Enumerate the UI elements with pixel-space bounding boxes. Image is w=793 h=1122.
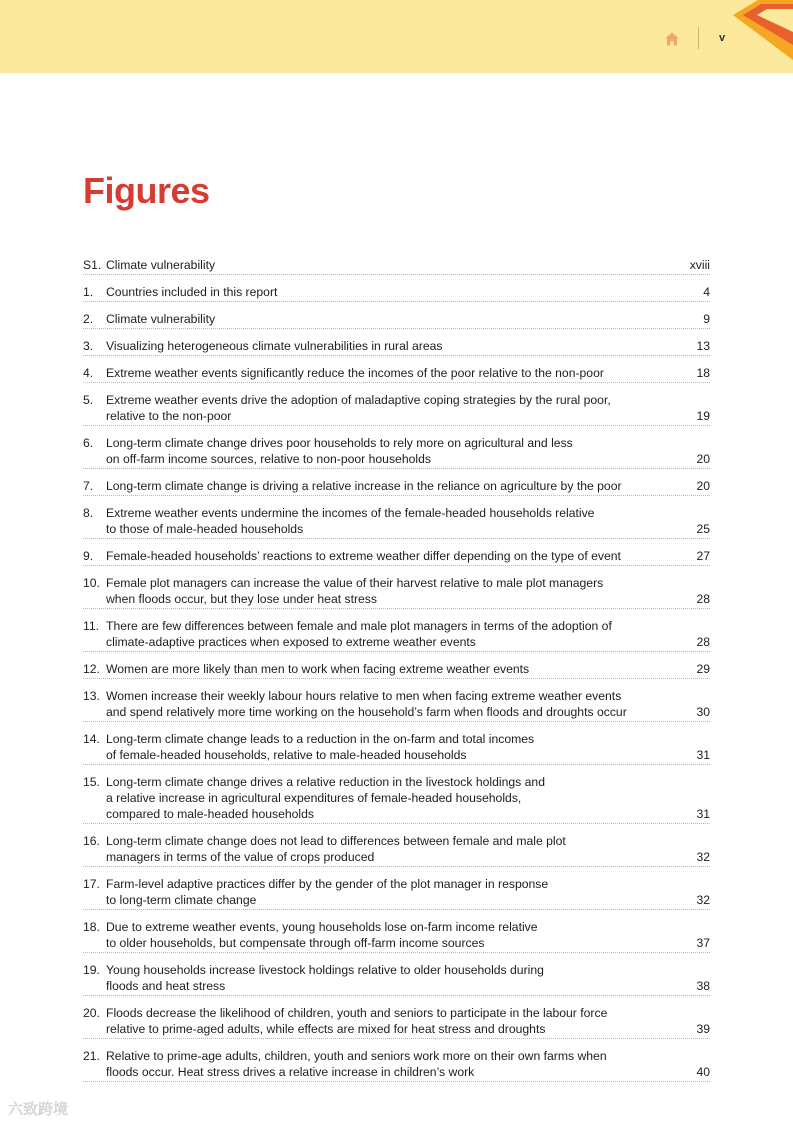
figure-page: 38 xyxy=(696,979,710,993)
figure-entry[interactable] xyxy=(83,919,710,953)
figure-page: 19 xyxy=(696,409,710,423)
home-icon[interactable] xyxy=(664,31,680,47)
figure-page: 20 xyxy=(696,479,710,493)
figure-number: 21. xyxy=(83,1049,100,1063)
figure-title: Long-term climate change is driving a relative increase in the reliance on agriculture by the poor xyxy=(106,479,622,493)
figure-title: Female-headed households’ reactions to extreme weather differ depending on the type of event xyxy=(106,549,621,563)
figure-page: 25 xyxy=(696,522,710,536)
figure-entry[interactable] xyxy=(83,365,710,383)
figure-number: 16. xyxy=(83,834,100,848)
figure-page: 30 xyxy=(696,705,710,719)
header-divider xyxy=(698,27,699,49)
figure-number: 1. xyxy=(83,285,94,299)
figure-entry[interactable] xyxy=(83,962,710,996)
figure-title: Relative to prime-age adults, children, youth and seniors work more on their own farms when floods occur. Heat stress drives a relative increase in children’s work xyxy=(106,1049,607,1079)
figure-title: Women are more likely than men to work when facing extreme weather events xyxy=(106,662,530,676)
figure-title: Climate vulnerability xyxy=(106,258,216,272)
figure-title: Young households increase livestock holdings relative to older households during floods and heat stress xyxy=(106,963,544,993)
figure-number: 13. xyxy=(83,689,100,703)
figure-page: 27 xyxy=(696,549,710,563)
figure-title: Long-term climate change does not lead to differences between female and male plot managers in terms of the value of crops produced xyxy=(106,834,566,864)
figure-number: 12. xyxy=(83,662,100,676)
figure-number: 3. xyxy=(83,339,94,353)
figure-entry[interactable] xyxy=(83,1048,710,1082)
figure-number: 4. xyxy=(83,366,94,380)
figure-title: There are few differences between female and male plot managers in terms of the adoption of climate-adaptive practices when exposed to extreme weather events xyxy=(106,619,612,649)
corner-chevron-decoration xyxy=(733,0,793,60)
figure-number: 9. xyxy=(83,549,94,563)
figure-title: Extreme weather events significantly reduce the incomes of the poor relative to the non-poor xyxy=(106,366,604,380)
figure-title: Extreme weather events undermine the incomes of the female-headed households relative to those of male-headed households xyxy=(106,506,595,536)
figure-entry[interactable] xyxy=(83,661,710,679)
figure-page: 32 xyxy=(696,893,710,907)
figure-title: Extreme weather events drive the adoption of maladaptive coping strategies by the rural poor, relative to the non-poor xyxy=(106,393,611,423)
figure-entry[interactable] xyxy=(83,688,710,722)
figure-entry[interactable] xyxy=(83,284,710,302)
figure-entry[interactable] xyxy=(83,1005,710,1039)
figure-entry[interactable] xyxy=(83,833,710,867)
figure-page: 9 xyxy=(703,312,710,326)
figure-page: 13 xyxy=(696,339,710,353)
figure-number: 19. xyxy=(83,963,100,977)
page-number: v xyxy=(718,32,726,44)
figure-title: Visualizing heterogeneous climate vulnerabilities in rural areas xyxy=(106,339,443,353)
figure-entry[interactable] xyxy=(83,876,710,910)
figure-entry[interactable] xyxy=(83,311,710,329)
figure-title: Climate vulnerability xyxy=(106,312,216,326)
figure-entry[interactable] xyxy=(83,392,710,426)
figure-title: Women increase their weekly labour hours relative to men when facing extreme weather events and spend relatively more time working on the household’s farm when floods and droughts occur xyxy=(106,689,627,719)
figure-entry[interactable] xyxy=(83,435,710,469)
figure-page: 18 xyxy=(696,366,710,380)
figure-entry[interactable] xyxy=(83,774,710,824)
figure-title: Farm-level adaptive practices differ by the gender of the plot manager in response to long-term climate change xyxy=(106,877,549,907)
figure-entry[interactable] xyxy=(83,548,710,566)
figure-entry[interactable] xyxy=(83,478,710,496)
figure-entry[interactable] xyxy=(83,575,710,609)
figure-title: Long-term climate change drives a relative reduction in the livestock holdings and a relative increase in agricultural expenditures of female-headed households, compared to male-headed households xyxy=(106,775,545,821)
figure-title: Long-term climate change drives poor households to rely more on agricultural and less on off-farm income sources, relative to non-poor households xyxy=(106,436,573,466)
figure-number: 18. xyxy=(83,920,100,934)
figure-entry[interactable] xyxy=(83,257,710,275)
figure-page: 29 xyxy=(696,662,710,676)
figure-number: 15. xyxy=(83,775,100,789)
figure-number: 10. xyxy=(83,576,100,590)
figure-number: 2. xyxy=(83,312,94,326)
figure-page: xviii xyxy=(689,258,710,272)
figure-page: 20 xyxy=(696,452,710,466)
figure-title: Long-term climate change leads to a reduction in the on-farm and total incomes of female-headed households, relative to male-headed households xyxy=(106,732,535,762)
figure-number: 11. xyxy=(83,619,100,633)
figures-list xyxy=(83,257,710,1091)
figure-number: 14. xyxy=(83,732,100,746)
figure-number: 7. xyxy=(83,479,94,493)
page-header xyxy=(0,0,793,73)
figure-entry[interactable] xyxy=(83,618,710,652)
figure-number: 6. xyxy=(83,436,94,450)
figure-title: Countries included in this report xyxy=(106,285,278,299)
figure-page: 32 xyxy=(696,850,710,864)
figure-title: Female plot managers can increase the value of their harvest relative to male plot managers when floods occur, but they lose under heat stress xyxy=(106,576,604,606)
figure-number: S1. xyxy=(83,258,102,272)
figure-page: 31 xyxy=(696,748,710,762)
figure-number: 17. xyxy=(83,877,100,891)
figure-number: 5. xyxy=(83,393,94,407)
figure-page: 39 xyxy=(696,1022,710,1036)
figure-entry[interactable] xyxy=(83,505,710,539)
figure-page: 4 xyxy=(703,285,710,299)
figure-page: 31 xyxy=(696,807,710,821)
figure-entry[interactable] xyxy=(83,731,710,765)
figure-page: 40 xyxy=(696,1065,710,1079)
figure-title: Due to extreme weather events, young households lose on-farm income relative to older households, but compensate through off-farm income sources xyxy=(106,920,538,950)
figure-title: Floods decrease the likelihood of children, youth and seniors to participate in the labour force relative to prime-aged adults, while effects are mixed for heat stress and droughts xyxy=(106,1006,608,1036)
figure-page: 28 xyxy=(696,592,710,606)
figure-page: 28 xyxy=(696,635,710,649)
page-title: Figures xyxy=(83,170,210,211)
figure-page: 37 xyxy=(696,936,710,950)
figure-number: 20. xyxy=(83,1006,100,1020)
figure-entry[interactable] xyxy=(83,338,710,356)
watermark: 六致跨境 xyxy=(8,1101,69,1118)
figure-number: 8. xyxy=(83,506,94,520)
